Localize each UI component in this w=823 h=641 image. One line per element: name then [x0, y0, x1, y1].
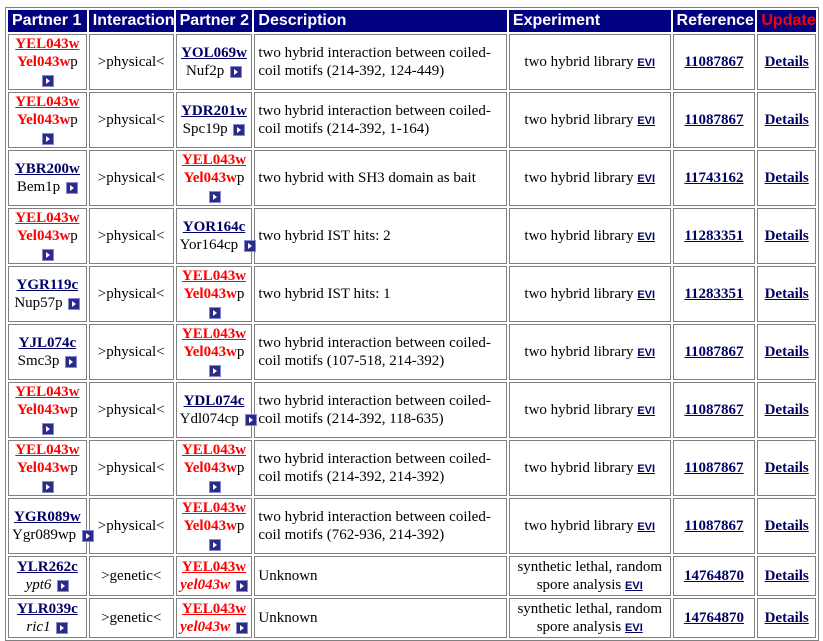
p2-name-highlight: Yel043w — [183, 344, 237, 360]
arrow-right-icon[interactable] — [42, 133, 54, 145]
icon-line — [180, 477, 249, 495]
update-cell — [757, 556, 816, 596]
p2-cell — [176, 440, 253, 496]
details-link[interactable]: Details — [764, 402, 809, 418]
interactions-table — [5, 7, 819, 641]
reference-cell — [673, 556, 756, 596]
arrow-right-icon[interactable] — [209, 539, 221, 551]
p2-id-link[interactable]: YOR164c — [182, 219, 246, 235]
reference-cell — [673, 266, 756, 322]
p1-id-link[interactable]: YEL043w — [15, 384, 80, 400]
p2-name-line — [180, 236, 249, 254]
p2-name-line — [180, 285, 249, 303]
p1-cell — [8, 150, 87, 206]
icon-line — [12, 245, 83, 263]
update-cell — [757, 266, 816, 322]
p2-id-link[interactable]: YOL069w — [181, 45, 247, 61]
p2-name: Ydl074cp — [179, 411, 239, 427]
p1-name-line — [12, 526, 83, 544]
p2-cell — [176, 324, 253, 380]
details-link[interactable]: Details — [764, 228, 809, 244]
reference-cell — [673, 324, 756, 380]
p2-id-link[interactable]: YEL043w — [181, 268, 247, 284]
table-row — [8, 266, 816, 322]
experiment-cell — [509, 208, 671, 264]
description-cell — [254, 556, 507, 596]
description-line-1: Unknown — [258, 568, 318, 584]
description-line-1: Unknown — [258, 610, 318, 626]
table-row — [8, 440, 816, 496]
header-row — [8, 10, 816, 32]
interaction-type: >physical< — [89, 324, 174, 380]
arrow-right-icon[interactable] — [209, 307, 221, 319]
experiment-line-1: two hybrid library — [524, 169, 634, 186]
p2-name: yel043w — [180, 619, 231, 635]
table-row — [8, 382, 816, 438]
experiment-cell — [509, 266, 671, 322]
description-line-1: two hybrid interaction between coiled- — [258, 509, 491, 525]
experiment-cell — [509, 34, 671, 90]
experiment-cell — [509, 440, 671, 496]
p1-name-line — [12, 459, 83, 477]
table-row — [8, 150, 816, 206]
experiment-cell — [509, 498, 671, 554]
p2-name-suffix: p — [236, 518, 245, 534]
description-line-1: two hybrid interaction between coiled- — [258, 393, 491, 409]
experiment-cell — [509, 556, 671, 596]
evi-link[interactable]: EVI — [637, 172, 656, 185]
p1-name-highlight: Yel043w — [16, 112, 71, 128]
description-cell — [254, 324, 507, 380]
header-reference: Reference — [673, 10, 756, 32]
experiment-line-1: synthetic lethal, random — [517, 600, 662, 617]
description-cell — [254, 92, 507, 148]
p2-name-highlight: Yel043w — [183, 518, 237, 534]
arrow-right-icon[interactable] — [66, 182, 78, 194]
p2-cell — [176, 34, 253, 90]
p2-id-link[interactable]: YDR201w — [181, 103, 247, 119]
details-link[interactable]: Details — [764, 460, 809, 476]
description-line-2: coil motifs (214-392, 124-449) — [258, 63, 445, 79]
p1-id-link[interactable]: YJL074c — [18, 335, 77, 351]
p1-name-suffix: p — [70, 460, 78, 476]
table-row — [8, 208, 816, 264]
evi-link[interactable]: EVI — [637, 288, 656, 301]
p1-id-link[interactable]: YEL043w — [15, 210, 80, 226]
evi-link[interactable]: EVI — [637, 462, 656, 475]
p1-id-link[interactable]: YBR200w — [14, 161, 80, 177]
header-partner1: Partner 1 — [8, 10, 87, 32]
header-interaction: Interaction — [89, 10, 174, 32]
evi-link[interactable]: EVI — [637, 56, 656, 69]
description-line-1: two hybrid interaction between coiled- — [258, 451, 491, 467]
evi-link[interactable]: EVI — [637, 230, 656, 243]
description-line-2: coil motifs (214-392, 118-635) — [258, 411, 444, 427]
evi-link[interactable]: EVI — [625, 579, 643, 592]
p1-id-link[interactable]: YGR119c — [16, 277, 79, 293]
p1-name-highlight: Yel043w — [16, 54, 71, 70]
interaction-type: >genetic< — [89, 598, 174, 638]
reference-cell — [673, 150, 756, 206]
p1-cell — [8, 34, 87, 90]
reference-link[interactable]: 11283351 — [684, 228, 744, 244]
p2-name-line — [180, 576, 249, 594]
p2-cell — [176, 266, 253, 322]
arrow-right-icon[interactable] — [56, 622, 68, 634]
p1-name-highlight: Yel043w — [16, 460, 71, 476]
arrow-right-icon[interactable] — [42, 75, 54, 87]
p2-id-link[interactable]: YEL043w — [181, 152, 247, 168]
icon-line — [12, 419, 83, 437]
description-line-2: coil motifs (762-936, 214-392) — [258, 527, 445, 543]
table-row — [8, 92, 816, 148]
table-row — [8, 324, 816, 380]
p1-name-line — [12, 227, 83, 245]
p1-cell — [8, 440, 87, 496]
header-description: Description — [254, 10, 507, 32]
details-link[interactable]: Details — [764, 54, 809, 70]
update-cell — [757, 208, 816, 264]
arrow-right-icon[interactable] — [233, 124, 245, 136]
experiment-cell — [509, 324, 671, 380]
interaction-type: >physical< — [89, 266, 174, 322]
reference-link[interactable]: 11283351 — [684, 286, 744, 302]
arrow-right-icon[interactable] — [65, 356, 77, 368]
icon-line — [12, 129, 83, 147]
arrow-right-icon[interactable] — [209, 365, 221, 377]
p1-name: Bem1p — [16, 179, 61, 195]
p2-name-suffix: p — [236, 286, 245, 302]
p1-name: ric1 — [26, 619, 51, 635]
p1-name-line — [12, 618, 83, 636]
experiment-line-1: two hybrid library — [524, 111, 634, 128]
p1-cell — [8, 266, 87, 322]
p1-cell — [8, 382, 87, 438]
icon-line — [12, 71, 83, 89]
arrow-right-icon[interactable] — [230, 66, 242, 78]
p2-cell — [176, 208, 253, 264]
details-link[interactable]: Details — [764, 344, 809, 360]
p1-name: ypt6 — [25, 577, 52, 593]
experiment-line-1: two hybrid library — [524, 401, 634, 418]
p1-cell — [8, 208, 87, 264]
arrow-right-icon[interactable] — [209, 481, 221, 493]
p1-name-line — [12, 178, 83, 196]
reference-link[interactable]: 11087867 — [684, 344, 744, 360]
arrow-right-icon[interactable] — [42, 481, 54, 493]
reference-link[interactable]: 14764870 — [683, 610, 744, 626]
p2-id-link[interactable]: YEL043w — [181, 559, 247, 575]
p1-name: Nup57p — [14, 295, 63, 311]
p1-name-line — [12, 401, 83, 419]
icon-line — [12, 477, 83, 495]
icon-line — [180, 535, 249, 553]
experiment-line-1: two hybrid library — [524, 227, 634, 244]
reference-link[interactable]: 11743162 — [684, 170, 744, 186]
reference-link[interactable]: 14764870 — [683, 568, 744, 584]
icon-line — [180, 303, 249, 321]
arrow-right-icon[interactable] — [236, 580, 248, 592]
p1-cell — [8, 324, 87, 380]
evi-link[interactable]: EVI — [637, 346, 656, 359]
p2-cell — [176, 556, 253, 596]
p1-id-link[interactable]: YGR089w — [14, 509, 81, 525]
p2-cell — [176, 598, 253, 638]
description-line-1: two hybrid interaction between coiled- — [258, 45, 491, 61]
experiment-line-1: two hybrid library — [524, 285, 634, 302]
p1-id-link[interactable]: YLR039c — [16, 601, 78, 617]
update-cell — [757, 92, 816, 148]
reference-cell — [673, 34, 756, 90]
p1-cell — [8, 92, 87, 148]
evi-link[interactable]: EVI — [637, 404, 656, 417]
description-line-2: coil motifs (214-392, 1-164) — [258, 121, 430, 137]
p2-cell — [176, 498, 253, 554]
description-line-1: two hybrid with SH3 domain as bait — [258, 170, 476, 186]
p2-name-highlight: Yel043w — [183, 460, 237, 476]
p1-cell — [8, 498, 87, 554]
arrow-right-icon[interactable] — [82, 530, 94, 542]
reference-cell — [673, 440, 756, 496]
arrow-right-icon[interactable] — [68, 298, 80, 310]
update-cell — [757, 498, 816, 554]
p2-name-line — [180, 618, 249, 636]
p2-name-suffix: p — [236, 344, 245, 360]
experiment-line-2: spore analysis — [536, 576, 622, 593]
p1-name-highlight: Yel043w — [16, 402, 71, 418]
reference-link[interactable]: 11087867 — [684, 112, 744, 128]
header-update: Update — [757, 10, 816, 32]
p2-name-line — [180, 459, 249, 477]
evi-link[interactable]: EVI — [637, 114, 656, 127]
p2-id-link[interactable]: YEL043w — [181, 326, 247, 342]
description-cell — [254, 440, 507, 496]
details-link[interactable]: Details — [764, 112, 809, 128]
interaction-type: >physical< — [89, 34, 174, 90]
p1-id-link[interactable]: YEL043w — [15, 442, 80, 458]
reference-cell — [673, 382, 756, 438]
description-line-2: coil motifs (107-518, 214-392) — [258, 353, 445, 369]
update-cell — [757, 598, 816, 638]
update-cell — [757, 34, 816, 90]
p2-name-highlight: Yel043w — [183, 286, 237, 302]
arrow-right-icon[interactable] — [244, 240, 256, 252]
description-cell — [254, 266, 507, 322]
description-line-1: two hybrid IST hits: 1 — [258, 286, 391, 302]
interaction-type: >genetic< — [89, 556, 174, 596]
p2-name-line — [180, 169, 249, 187]
arrow-right-icon[interactable] — [236, 622, 248, 634]
interaction-type: >physical< — [89, 498, 174, 554]
table-row — [8, 556, 816, 596]
description-cell — [254, 150, 507, 206]
p1-name-line — [12, 53, 83, 71]
description-cell — [254, 598, 507, 638]
p1-name-highlight: Yel043w — [16, 228, 71, 244]
p1-name-line — [12, 294, 83, 312]
p2-id-link[interactable]: YEL043w — [181, 442, 247, 458]
p1-name-suffix: p — [70, 112, 78, 128]
experiment-line-1: two hybrid library — [524, 459, 634, 476]
experiment-line-1: synthetic lethal, random — [517, 558, 662, 575]
header-partner2: Partner 2 — [176, 10, 253, 32]
reference-cell — [673, 92, 756, 148]
p2-name-suffix: p — [236, 460, 245, 476]
description-cell — [254, 498, 507, 554]
arrow-right-icon[interactable] — [245, 414, 257, 426]
p1-name-line — [12, 576, 83, 594]
arrow-right-icon[interactable] — [57, 580, 69, 592]
experiment-line-2: spore analysis — [536, 618, 622, 635]
experiment-cell — [509, 382, 671, 438]
reference-link[interactable]: 11087867 — [684, 54, 744, 70]
p1-id-link[interactable]: YLR262c — [16, 559, 78, 575]
p2-name-line — [180, 62, 249, 80]
experiment-cell — [509, 598, 671, 638]
experiment-line-1: two hybrid library — [524, 343, 634, 360]
p1-cell — [8, 598, 87, 638]
icon-line — [180, 187, 249, 205]
update-cell — [757, 150, 816, 206]
p2-name-highlight: Yel043w — [183, 170, 237, 186]
p2-name: yel043w — [180, 577, 231, 593]
p2-name-suffix: p — [236, 170, 245, 186]
arrow-right-icon[interactable] — [209, 191, 221, 203]
reference-link[interactable]: 11087867 — [684, 460, 744, 476]
interaction-type: >physical< — [89, 150, 174, 206]
p1-name: Ygr089wp — [12, 527, 77, 543]
details-link[interactable]: Details — [764, 518, 809, 534]
reference-cell — [673, 498, 756, 554]
p1-name: Smc3p — [17, 353, 60, 369]
details-link[interactable]: Details — [764, 610, 809, 626]
description-line-1: two hybrid IST hits: 2 — [258, 228, 391, 244]
p2-name: Yor164cp — [179, 237, 239, 253]
description-cell — [254, 208, 507, 264]
description-cell — [254, 34, 507, 90]
interaction-type: >physical< — [89, 92, 174, 148]
table-row — [8, 598, 816, 638]
evi-link[interactable]: EVI — [625, 621, 643, 634]
description-line-1: two hybrid interaction between coiled- — [258, 335, 491, 351]
experiment-cell — [509, 150, 671, 206]
p2-cell — [176, 382, 253, 438]
details-link[interactable]: Details — [764, 286, 809, 302]
p2-cell — [176, 150, 253, 206]
p1-id-link[interactable]: YEL043w — [15, 36, 80, 52]
p1-name-suffix: p — [70, 54, 78, 70]
evi-link[interactable]: EVI — [637, 520, 656, 533]
p2-id-link[interactable]: YEL043w — [181, 500, 247, 516]
arrow-right-icon[interactable] — [42, 249, 54, 261]
reference-cell — [673, 598, 756, 638]
interaction-type: >physical< — [89, 208, 174, 264]
p2-name: Nuf2p — [185, 63, 225, 79]
description-cell — [254, 382, 507, 438]
experiment-line-1: two hybrid library — [524, 53, 634, 70]
arrow-right-icon[interactable] — [42, 423, 54, 435]
reference-cell — [673, 208, 756, 264]
table-row — [8, 498, 816, 554]
p1-name-line — [12, 352, 83, 370]
p1-name-suffix: p — [70, 228, 78, 244]
reference-link[interactable]: 11087867 — [684, 518, 744, 534]
p2-name-line — [180, 120, 249, 138]
update-cell — [757, 440, 816, 496]
details-link[interactable]: Details — [764, 568, 809, 584]
details-link[interactable]: Details — [764, 170, 809, 186]
update-cell — [757, 382, 816, 438]
p1-cell — [8, 556, 87, 596]
interaction-type: >physical< — [89, 382, 174, 438]
description-line-1: two hybrid interaction between coiled- — [258, 103, 491, 119]
reference-link[interactable]: 11087867 — [684, 402, 744, 418]
update-cell — [757, 324, 816, 380]
p1-id-link[interactable]: YEL043w — [15, 94, 80, 110]
experiment-line-1: two hybrid library — [524, 517, 634, 534]
p1-name-line — [12, 111, 83, 129]
p2-name: Spc19p — [182, 121, 228, 137]
description-line-2: coil motifs (214-392, 214-392) — [258, 469, 445, 485]
p2-cell — [176, 92, 253, 148]
p2-id-link[interactable]: YEL043w — [181, 601, 247, 617]
p2-name-line — [180, 517, 249, 535]
interaction-type: >physical< — [89, 440, 174, 496]
icon-line — [180, 361, 249, 379]
p1-name-suffix: p — [70, 402, 78, 418]
p2-name-line — [180, 343, 249, 361]
header-experiment: Experiment — [509, 10, 671, 32]
table-row — [8, 34, 816, 90]
p2-name-line — [180, 410, 249, 428]
p2-id-link[interactable]: YDL074c — [183, 393, 245, 409]
experiment-cell — [509, 92, 671, 148]
